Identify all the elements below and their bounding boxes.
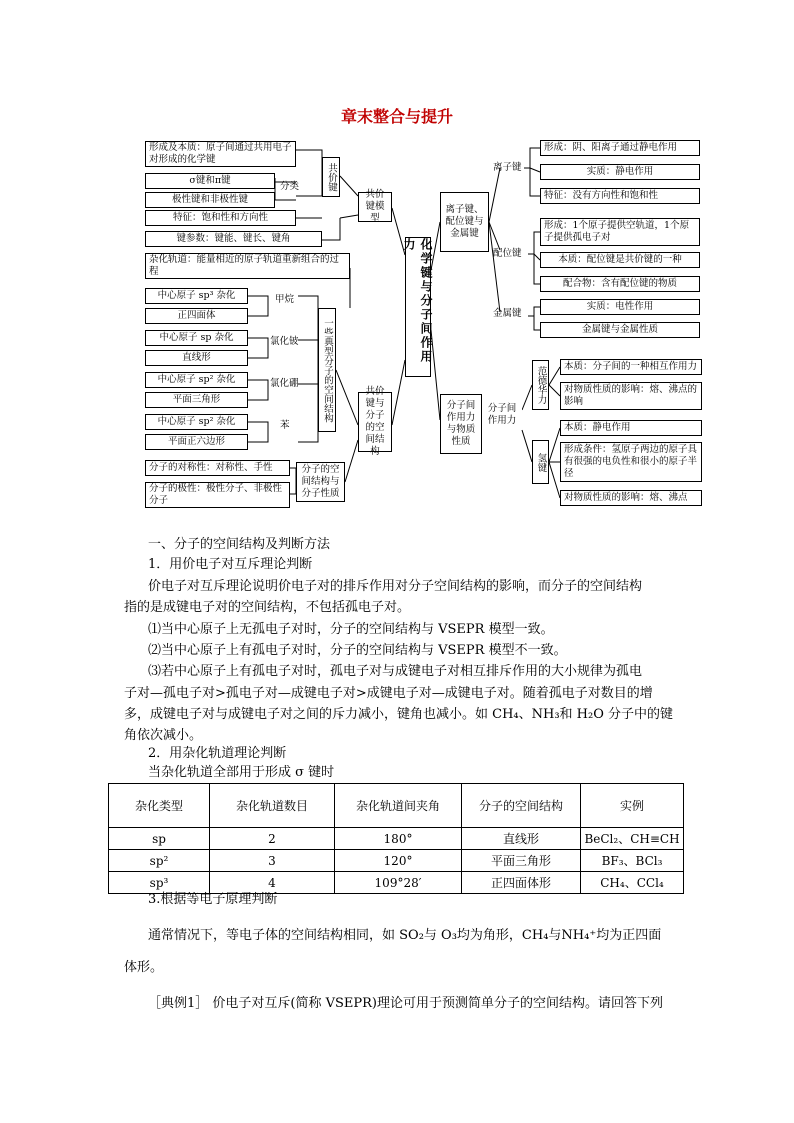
hbond-nature-box: 本质：静电作用 — [560, 420, 702, 436]
sp2-box: 中心原子 sp² 杂化 — [145, 372, 248, 388]
table-cell: CH₄、CCl₄ — [581, 872, 684, 894]
methane-label: 甲烷 — [275, 294, 295, 305]
table-cell: 正四面体形 — [462, 872, 581, 894]
metal-nature-box: 实质：电性作用 — [540, 299, 700, 315]
benzene-label: 苯 — [280, 420, 290, 431]
table-header: 杂化轨道间夹角 — [335, 784, 462, 828]
subheading-2: 2．用杂化轨道理论判断 — [148, 746, 287, 761]
paragraph: 价电子对互斥理论说明价电子对的排斥作用对分子空间结构的影响，而分子的空间结构 — [148, 579, 643, 594]
sp3-box: 中心原子 sp³ 杂化 — [145, 288, 248, 304]
planar-box: 平面三角形 — [145, 392, 248, 408]
imf-group-box: 分子间作用力与物质性质 — [440, 394, 482, 454]
paragraph: ⑵当中心原子上有孤电子对时，分子的空间结构与 VSEPR 模型不一致。 — [148, 643, 567, 658]
polar-bond-box: 极性键和非极性键 — [145, 192, 275, 208]
table-header: 分子的空间结构 — [462, 784, 581, 828]
table-cell: sp² — [109, 850, 210, 872]
page-title: 章末整合与提升 — [340, 107, 453, 126]
hybrid-orbital-box: 杂化轨道：能量相近的原子轨道重新组合的过程 — [145, 253, 350, 279]
section-heading: 一、分子的空间结构及判断方法 — [148, 537, 331, 552]
paragraph: ⑴当中心原子上无孤电子对时，分子的空间结构与 VSEPR 模型一致。 — [148, 622, 554, 637]
table-header-row — [109, 784, 684, 828]
table-cell: 2 — [210, 828, 335, 850]
paragraph: ⑶若中心原子上有孤电子对时，孤电子对与成键电子对相互排斥作用的大小规律为孤电 — [148, 664, 643, 679]
table-cell: sp³ — [109, 872, 210, 894]
hbond-effect-box: 对物质性质的影响：熔、沸点 — [560, 490, 702, 506]
ionic-coord-metal-box: 离子键、配位键与金属键 — [440, 192, 489, 252]
paragraph: 当杂化轨道全部用于形成 σ 键时 — [148, 765, 335, 780]
coord-nature-box: 本质：配位键是共价键的一种 — [540, 252, 700, 268]
hybrid-table — [108, 783, 684, 894]
table-header: 实例 — [581, 784, 684, 828]
metal-property-box: 金属键与金属性质 — [540, 322, 700, 338]
imf-label: 分子间作用力 — [482, 400, 522, 430]
subheading-1: 1．用价电子对互斥理论判断 — [148, 557, 313, 572]
ionic-nature-box: 实质：静电作用 — [540, 164, 700, 180]
bcl3-label: 氯化硼 — [270, 378, 299, 389]
sp-box: 中心原子 sp 杂化 — [145, 330, 248, 346]
sigma-pi-box: σ键和π键 — [145, 173, 275, 189]
hexagon-box: 平面正六边形 — [145, 434, 248, 450]
table-cell: sp — [109, 828, 210, 850]
ionic-label: 离子键 — [493, 162, 522, 173]
table-cell: BeCl₂、CH≡CH — [581, 828, 684, 850]
coord-form-box: 形成：1个原子提供空轨道，1个原子提供孤电子对 — [540, 218, 700, 246]
symmetry-box: 分子的对称性：对称性、手性 — [145, 460, 290, 476]
table-cell: 4 — [210, 872, 335, 894]
table-cell: BF₃、BCl₃ — [581, 850, 684, 872]
table-cell: 120° — [335, 850, 462, 872]
metal-label: 金属键 — [493, 308, 522, 319]
covalent-definition-box: 形成及本质：原子间通过共用电子对形成的化学键 — [145, 141, 296, 167]
vdw-effect-box: 对物质性质的影响：熔、沸点的影响 — [560, 382, 702, 410]
molecular-structure-box: 分子的空间结构与分子性质 — [296, 462, 345, 502]
becl2-label: 氯化铍 — [270, 336, 299, 347]
table-row — [109, 850, 684, 872]
sp2b-box: 中心原子 sp² 杂化 — [145, 414, 248, 430]
bond-params-box: 键参数：键能、键长、键角 — [145, 231, 322, 247]
vdw-label: 范德华力 — [532, 360, 549, 410]
paragraph: 角依次减小。 — [124, 728, 203, 743]
covalent-bond-label: 共价键 — [322, 157, 340, 197]
example-paragraph: ［典例1］ 价电子对互斥(简称 VSEPR)理论可用于预测简单分子的空间结构。请回答下列 — [148, 996, 663, 1011]
table-cell: 直线形 — [462, 828, 581, 850]
coord-label: 配位键 — [493, 248, 522, 259]
structure-box: 共价键与分子的空间结构 — [358, 392, 392, 452]
ionic-form-box: 形成：阴、阳离子通过静电作用 — [540, 140, 700, 156]
table-header: 杂化轨道数目 — [210, 784, 335, 828]
paragraph: 子对—孤电子对>孤电子对—成键电子对>成键电子对—成键电子对。随着孤电子对数目的增 — [124, 686, 653, 701]
central-topic: 化学键与分子间作用力 — [405, 237, 431, 377]
table-header: 杂化类型 — [109, 784, 210, 828]
table-cell: 180° — [335, 828, 462, 850]
classify-label: 分类 — [280, 181, 300, 192]
paragraph: 指的是成键电子对的空间结构，不包括孤电子对。 — [124, 600, 411, 615]
paragraph: 多，成键电子对与成键电子对之间的斥力减小，键角也减小。如 CH₄、NH₃和 H₂O 分子中的键 — [124, 707, 674, 722]
polarity-box: 分子的极性：极性分子、非极性分子 — [145, 482, 290, 508]
hbond-condition-box: 形成条件：氢原子两边的原子具有很强的电负性和很小的原子半径 — [560, 442, 702, 482]
table-cell: 109°28′ — [335, 872, 462, 894]
ionic-feature-box: 特征：没有方向性和饱和性 — [540, 188, 700, 204]
tetrahedron-box: 正四面体 — [145, 308, 248, 324]
table-row — [109, 828, 684, 850]
feature-box: 特征：饱和性和方向性 — [145, 210, 296, 226]
paragraph: 通常情况下，等电子体的空间结构相同，如 SO₂与 O₃均为角形，CH₄与NH₄⁺均为正四面 — [148, 928, 662, 943]
table-cell: 3 — [210, 850, 335, 872]
paragraph: 体形。 — [124, 960, 164, 975]
subheading-3: 3.根据等电子原理判断 — [148, 892, 278, 907]
covalent-model-box: 共价键模型 — [358, 192, 392, 222]
table-cell: 平面三角形 — [462, 850, 581, 872]
coord-compound-box: 配合物：含有配位键的物质 — [540, 276, 700, 292]
hbond-label: 氢键 — [532, 440, 549, 484]
linear-box: 直线形 — [145, 350, 248, 366]
vdw-nature-box: 本质：分子间的一种相互作用力 — [560, 359, 702, 375]
typical-molecules-label: 一些典型分子的空间结构 — [318, 308, 336, 432]
